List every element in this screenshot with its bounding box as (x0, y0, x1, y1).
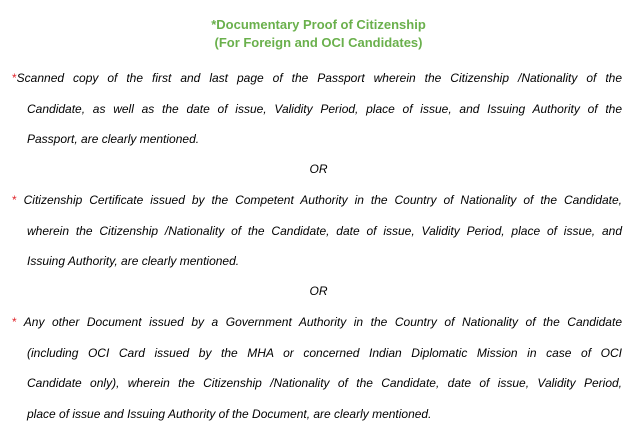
option-line: Issuing Authority, are clearly mentioned. (27, 254, 240, 268)
option-citizenship-certificate (12, 185, 622, 277)
or-separator: OR (309, 284, 328, 298)
option-line: Passport, are clearly mentioned. (27, 132, 200, 146)
or-separator: OR (309, 162, 328, 176)
option-line: wherein the Citizenship /Nationality of the Candidate, date of issue, Validity Period, place of issue, and (27, 223, 622, 238)
asterisk-marker: * (12, 71, 17, 85)
document-heading: *Documentary Proof of Citizenship (211, 17, 426, 32)
asterisk-marker: * (12, 315, 17, 329)
option-line: * Any other Document issued by a Government Authority in the Country of Nationality of the Candidate (12, 315, 622, 329)
option-line: * Citizenship Certificate issued by the Competent Authority in the Country of Nationality of the Candidate, (12, 193, 622, 207)
option-line: Candidate only), wherein the Citizenship /Nationality of the Candidate, date of issue, Validity Period, (27, 376, 622, 390)
asterisk-marker: * (12, 193, 17, 207)
document-subheading: (For Foreign and OCI Candidates) (214, 35, 423, 50)
option-line: place of issue and Issuing Authority of the Document, are clearly mentioned. (27, 406, 432, 421)
option-passport (12, 63, 622, 155)
option-line: *Scanned copy of the first and last page of the Passport wherein the Citizenship /Nationality of the (12, 71, 622, 85)
option-other-document (12, 307, 622, 429)
option-line: (including OCI Card issued by the MHA or concerned Indian Diplomatic Mission in case of OCI (27, 345, 622, 360)
option-line: Candidate, as well as the date of issue, Validity Period, place of issue, and Issuing Authority of the (27, 101, 622, 116)
